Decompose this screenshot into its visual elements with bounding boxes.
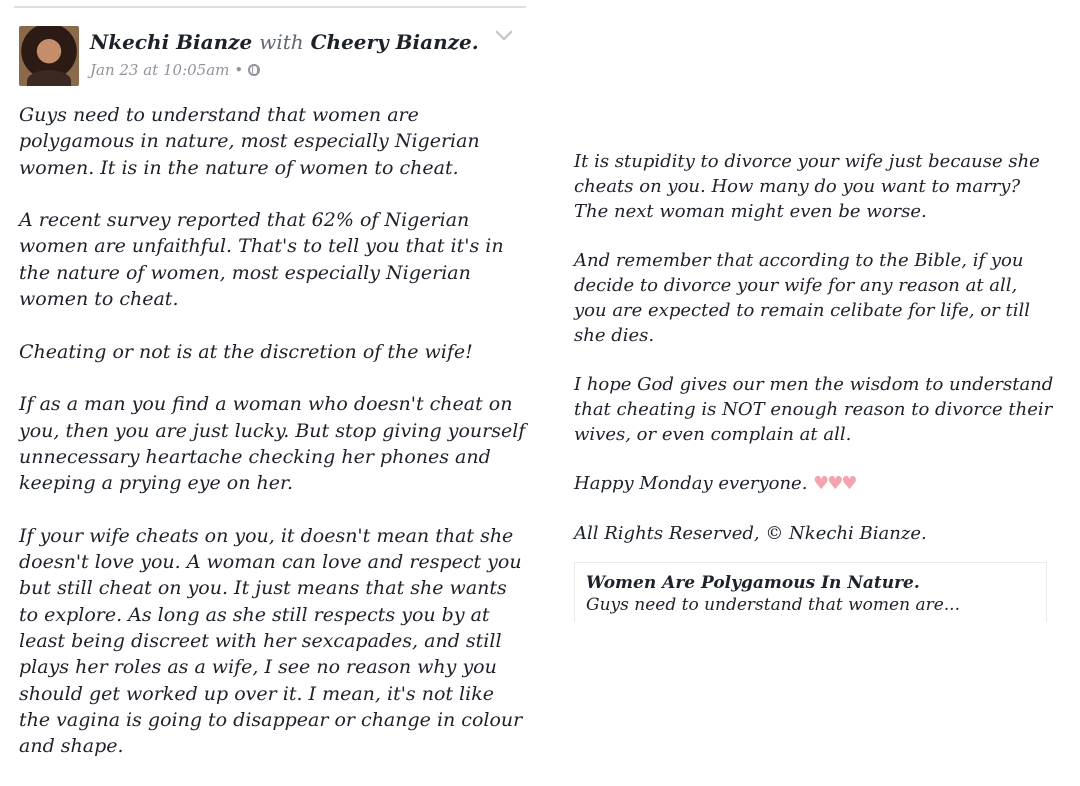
link-description: Guys need to understand that women are...: [586, 595, 960, 615]
copyright-line: All Rights Reserved, © Nkechi Bianze.: [574, 522, 927, 544]
post-body-left: [19, 102, 529, 786]
paragraph: Cheating or not is at the discretion of the wife!: [19, 340, 473, 363]
timestamp-link[interactable]: Jan 23 at 10:05am: [90, 61, 230, 79]
globe-icon[interactable]: [248, 64, 260, 76]
author-name-link[interactable]: Nkechi Bianze: [90, 30, 253, 54]
post-header: [90, 30, 479, 54]
paragraph: It is stupidity to divorce your wife just because she cheats on you. How many do you want to marry? The next woman might even be worse.: [574, 151, 1040, 222]
header-period: .: [471, 30, 479, 54]
avatar[interactable]: [19, 26, 79, 86]
with-label: with: [259, 30, 304, 54]
meta-separator: •: [234, 61, 244, 79]
paragraph: I hope God gives our men the wisdom to understand that cheating is NOT enough reason to divorce their wives, or even complain at all.: [574, 374, 1054, 445]
paragraph: Guys need to understand that women are polygamous in nature, most especially Nigerian women. It is in the nature of women to cheat.: [19, 104, 480, 179]
paragraph: And remember that according to the Bible, if you decide to divorce your wife for any reason at all, you are expected to remain celibate for life, or till she dies.: [574, 250, 1031, 346]
paragraph: A recent survey reported that 62% of Nigerian women are unfaithful. That's to tell you that it's in the nature of women, most especially Nigerian women to cheat.: [19, 209, 504, 311]
link-preview-card[interactable]: [574, 562, 1047, 622]
top-divider: [14, 6, 526, 8]
chevron-down-icon[interactable]: [496, 24, 513, 41]
post-body-right: [574, 150, 1054, 572]
tagged-user-link[interactable]: Cheery Bianze: [310, 30, 472, 54]
greeting-line: [574, 472, 1054, 497]
link-title: Women Are Polygamous In Nature.: [586, 573, 920, 593]
greeting-text: Happy Monday everyone.: [574, 473, 808, 495]
paragraph: If your wife cheats on you, it doesn't mean that she doesn't love you. A woman can love and respect you but still cheat on you. It just means that she wants to explore. As long as she still respects you by at least being discreet with her sexcapades, and still plays her roles as a wife, I see no reason why you should get worked up over it. I mean, it's not like the vagina is going to disappear or change in colour and shape.: [19, 524, 523, 758]
paragraph: If as a man you find a woman who doesn't cheat on you, then you are just lucky. But stop giving yourself unnecessary heartache checking her phones and keeping a prying eye on her.: [19, 393, 526, 495]
heart-emoji-icon: ♥♥♥: [813, 473, 856, 495]
post-meta: [90, 61, 260, 79]
